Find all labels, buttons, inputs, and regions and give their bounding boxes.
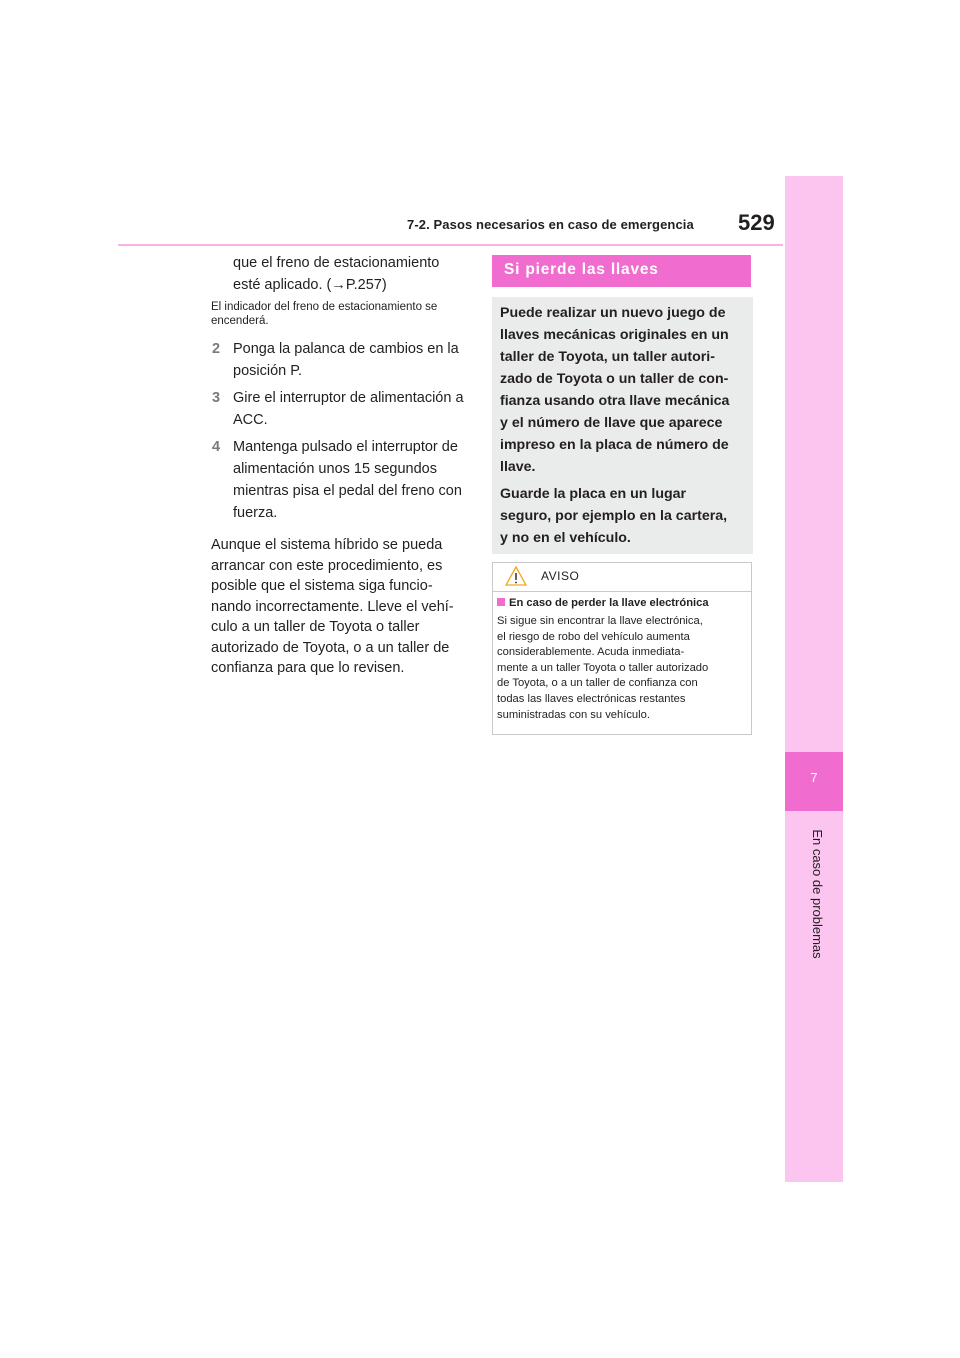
text-line: posición P. (233, 363, 303, 379)
side-tab-strip (785, 176, 843, 1182)
text-line: y no en el vehículo. (500, 530, 631, 546)
text-line: fianza usando otra llave mecánica (500, 393, 730, 409)
text-line: Ponga la palanca de cambios en la (233, 341, 459, 357)
text-line: arrancar con este procedimiento, es (211, 557, 443, 574)
text-line: confianza para que lo revisen. (211, 660, 405, 676)
text-line: alimentación unos 15 segundos (233, 461, 437, 477)
text-line: llaves mecánicas originales en un (500, 327, 729, 343)
step-1-continuation (233, 252, 473, 296)
text-line: mente a un taller Toyota o taller autorizado (497, 661, 709, 674)
text-line: llave. (500, 459, 536, 475)
text-line: considerablemente. Acuda inmediata- (497, 646, 685, 659)
text-line: seguro, por ejemplo en la cartera, (500, 508, 728, 524)
text-line: fuerza. (233, 505, 278, 521)
warning-body (497, 614, 747, 723)
step-number: 4 (212, 439, 221, 455)
warning-label: AVISO (541, 569, 580, 583)
text-line: que el freno de estacionamiento (233, 255, 440, 271)
note-text (211, 301, 471, 328)
section-heading: Si pierde las llaves (504, 261, 659, 278)
text-line: El indicador del freno de estacionamiento se (211, 301, 438, 313)
step-number: 3 (212, 390, 221, 406)
warning-divider (492, 591, 752, 592)
text-line: autorizado de Toyota, o a un taller de (211, 639, 450, 656)
text-line: Puede realizar un nuevo juego de (500, 305, 726, 321)
chapter-title: En caso de problemas (810, 829, 825, 959)
text-line: de Toyota, o a un taller de confianza con (497, 677, 698, 690)
step-number: 2 (212, 341, 221, 357)
text-line: mientras pisa el pedal del freno con (233, 483, 462, 499)
chapter-number: 7 (810, 770, 818, 785)
summary-paragraph (500, 302, 746, 478)
text-line: Aunque el sistema híbrido se pueda (211, 537, 443, 553)
text-line: suministradas con su vehículo. (497, 708, 650, 721)
section-title: 7-2. Pasos necesarios en caso de emergencia (407, 217, 694, 232)
text-line: posible que el sistema siga funcio- (211, 578, 433, 594)
text-line: todas las llaves electrónicas restantes (497, 692, 686, 705)
text-line: ACC. (233, 412, 268, 428)
text-line: Mantenga pulsado el interruptor de (233, 439, 458, 455)
text-line: zado de Toyota o un taller de con- (500, 371, 729, 387)
text-line: esté aplicado. (→P.257) (233, 277, 387, 293)
text-line: el riesgo de robo del vehículo aumenta (497, 630, 690, 643)
text-line: culo a un taller de Toyota o taller (211, 619, 420, 635)
square-bullet-icon (497, 598, 505, 606)
text-line: y el número de llave que aparece (500, 415, 723, 431)
text-line: Si sigue sin encontrar la llave electrónica, (497, 615, 703, 627)
summary-text (500, 302, 746, 554)
header-divider (118, 244, 783, 246)
text-line: encenderá. (211, 314, 269, 327)
body-paragraph (211, 535, 471, 679)
warning-heading-text: En caso de perder la llave electrónica (509, 597, 709, 609)
text-line: Gire el interruptor de alimentación a (233, 390, 464, 406)
step-4-text (233, 436, 473, 524)
step-3-text (233, 387, 473, 431)
summary-paragraph (500, 483, 746, 549)
text-line: impreso en la placa de número de (500, 437, 729, 453)
warning-triangle-icon (505, 566, 527, 586)
text-line: Guarde la placa en un lugar (500, 486, 687, 502)
text-line: nando incorrectamente. Lleve el vehí- (211, 598, 454, 615)
text-line: taller de Toyota, un taller autori- (500, 349, 715, 365)
step-2-text (233, 338, 473, 382)
page-number: 529 (738, 210, 775, 235)
warning-heading (497, 596, 747, 610)
